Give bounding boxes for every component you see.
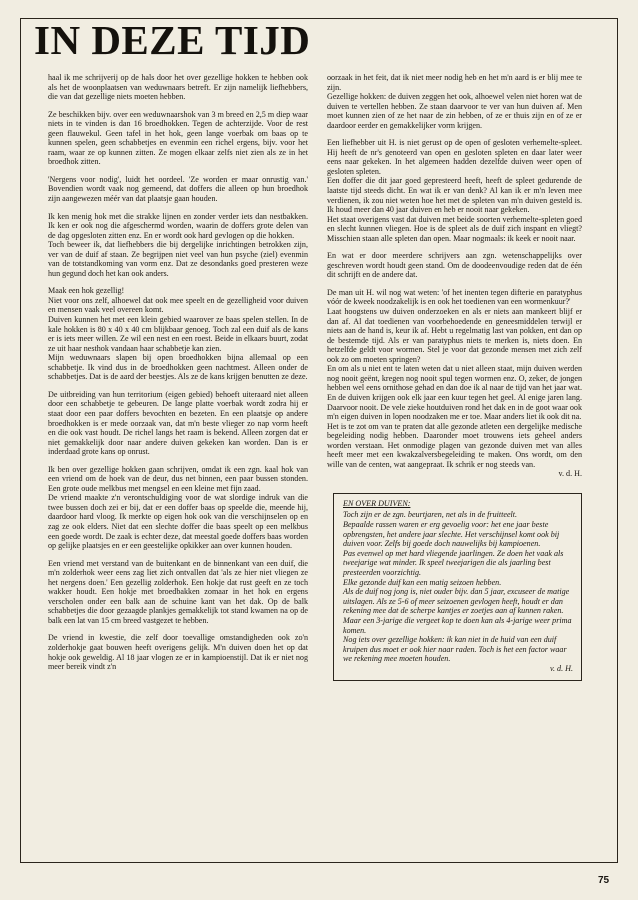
left-column — [48, 73, 308, 680]
paragraph: De man uit H. wil nog wat weten: 'of het inenten tegen difterie en paratyphus vóór de kweek noodzakelijk is en ook het toedienen van een wormenkuur?' — [327, 287, 582, 307]
paragraph: Het is te zot om van te praten dat alle gezonde atleten een dergelijke medische begeleiding nodig hebben. Daaronder moet trouwens iets geheel anders worden verstaan. Het onmodige plagen van gezonde duiven met van alles heeft meer met een kwakzalversbegeleiding te maken. Ons wordt, om den wille van de centen, wat aangepraat. Ik schrik er nog steeds van. — [327, 421, 582, 469]
box-line: Als de duif nog jong is, niet ouder bijv. dan 5 jaar, excuseer de matige uitslagen. Als ze 5-6 of meer seizoenen gevlogen heeft, houdt er dan rekening mee dat de scherpe kantjes er zoetjes aan af kunnen raken. — [343, 587, 570, 616]
paragraph: En om als u niet ent te laten weten dat u niet alleen staat, mijn duiven werden nog nooit geënt, kregen nog nooit spul tegen wormen enz. O, zeker, de jongen hebben wel eens ornithose gehad en dan doe ik al naar de tijd van het jaar wat. En de duiven krijgen ook elk jaar een kuur tegen het geel. Al enige jaren lang. Daarvoor nooit. De vele zieke houtduiven rond het dak en in de goot waar ook m'n eigen duiven in lopen noodzaken me er toe. Maar anders liet ik ook dit na. — [327, 364, 582, 422]
subheading: Maak een hok gezellig! — [48, 286, 125, 296]
paragraph: Ze beschikken bijv. over een weduwnaarshok van 3 m breed en 2,5 m diep waar niets in te vinden is dan 16 broedhokken. Tegen de achterzijde. Voor de rest geen flauwekul. Geen tafel in het hok, geen lange voerbak om baas op te kunnen spelen, geen schabbetjes en evenmin een richel ergens, bijv. voor het raam, waar ze op kunnen zitten. Ze mogen elkaar zelfs niet zien als ze in het broedhok zitten. — [48, 109, 308, 167]
paragraph: Ik ben over gezellige hokken gaan schrijven, omdat ik een zgn. kaal hok van een vriend om de hoek van de deur, dus net binnen, een paar bussen stonden. Een grote oude melkbus met mengsel en een kleine met fijn zaad. — [48, 464, 308, 493]
paragraph: oorzaak in het feit, dat ik niet meer nodig heb en het m'n aard is er blij mee te zijn. — [327, 73, 582, 92]
right-column — [327, 73, 582, 681]
box-line: Bepaalde rassen waren er erg gevoelig voor: het ene jaar beste opbrengsten, het andere jaar slechte. Het verschijnsel komt ook bij duiven voor. Zelfs bij goede doch nauwelijks bij kampioenen. — [343, 520, 560, 549]
box-line: Toch zijn er de zgn. beurtjaren, net als in de fruitteelt. — [343, 510, 518, 520]
paragraph: 'Nergens voor nodig', luidt het oordeel. 'Ze worden er maar onrustig van.' Bovendien wordt vaak nog gemeend, dat doffers die alleen op hun broedhok zijn aangewezen méér van dat plaatsje gaan houden. — [48, 174, 308, 204]
paragraph: En wat er door meerdere schrijvers aan zgn. wetenschappelijks over geschreven wordt houdt geen stand. Om de doodeenvoudige reden dat de één dit schrijft en de andere dat. — [327, 251, 582, 280]
sidebar-box — [333, 493, 582, 681]
paragraph: Toch beweer ik, dat liefhebbers die bij dergelijke inrichtingen betrokken zijn, ver van de duif af staan. Ze begrijpen niet veel van hun psyche (ziel) evenmin van de totstandkoming van vorm enz. Dat ze desondanks goed presteren weze hun gegund doch het kan ook anders. — [48, 240, 308, 278]
author-signature: v. d. H. — [558, 469, 582, 479]
paragraph: De vriend maakte z'n verontschuldiging voor de wat slordige indruk van die twee bussen doch zei er bij, dat er een doffer baas op speelde die, meende hij, daardoor hard vloog. Ik merkte op eigen hok ook van die verschijnselen op en zag ze ook elders. Niet dat een slechte doffer die baas speelt op een melkbus een goede wordt. De zaak is echter deze, dat meestal goede doffers baas worden op gelijke plaatsjes en er een geestelijke opkikker aan over kunnen houden. — [48, 493, 308, 551]
box-line: Maar een 3-jarige die vergeet kop te doen kan als 4-jarige weer prima komen. — [343, 616, 572, 635]
paragraph: Mijn weduwnaars slapen bij open broedhokken bijna allemaal op een schabbetje. Ik vind dus in de broedhokken geen nachtmest. Alleen onder de schabbetjes. Dat is de aard der beestjes. Als ze de kans krijgen benutten ze deze. — [48, 353, 308, 382]
box-line: Nog iets over gezellige hokken: ik kan niet in de huid van een duif kruipen dus moet er ook hier naar raden. Toch is het een factor waar we rekening mee moeten houden. — [343, 635, 567, 664]
box-line: Elke gezonde duif kan een matig seizoen hebben. — [343, 577, 502, 587]
box-line: Pas evenwel op met hard vliegende jaarlingen. Ze doen het vaak als tweejarige wat minder. Ik speel tweejarigen die als jaarling best presteerden voorzichtig. — [343, 548, 564, 578]
box-signature: v. d. H. — [549, 663, 573, 673]
paragraph: De uitbreiding van hun territorium (eigen gebied) behoeft uiteraard niet alleen door een schabbetje te gebeuren. De lange platte voerbak wordt zodra hij er staat door een paar doffers bevochten en bezeten. En een plaatsje op andere broedhokken is er mede oorzaak van, dat m'n beste vlieger zo nap vorm heeft en die ook vast houdt. De richel langs het raam is bekend. Alleen zorgen dat er niet gemakkelijk door naar andere duiven gekeken kan worden. Dan is er inderdaad grote kans op onrust. — [48, 389, 308, 457]
paragraph: Gezellige hokken: de duiven zeggen het ook, alhoewel velen niet horen wat de duiven te vertellen hebben. Ze staan daarvoor te ver van hun duiven af. Men moet kunnen zien of ze het naar de zin hebben, of ze er thuis zijn en of ze er daardoor eerder en gemakkelijker vorm krijgen. — [327, 92, 582, 130]
paragraph: Ik ken menig hok met die strakke lijnen en zonder verder iets dan nestbakken. Ik ken er ook nog die afgeschermd worden, waarin de doffers grote delen van de dag opgesloten zitten enz. En er wordt ook hard gevlogen op die hokken. — [48, 211, 308, 240]
paragraph: Een doffer die dit jaar goed gepresteerd heeft, heeft de spleet gedurende de laatste tijd steeds dicht. En wat ik er van denk? Al kan ik er m'n leven mee verdienen, ik zou niet weten hoe het met de spleten van m'n duiven gesteld is. Ik houd meer dan 40 jaar duiven en heb er nooit naar gekeken. — [327, 176, 582, 215]
paragraph: Een vriend met verstand van de buitenkant en de binnenkant van een duif, die m'n zolderhok weer eens zag liet zich ontvallen dat 'als ze hier niet vliegen ze het nergens doen.' Een gezellig zolderhok. Een hokje dat rust geeft en ze toch wakker houdt. Een hokje met broedbakken zomaar in het hok en ergens verscholen onder een balk aan de schuine kant van het dak. Op de balk schabbetjes die door gezaagde plankjes gemakkelijk tot stand kwamen na op de balk een lat van 15 cm breed vastgezet te hebben. — [48, 558, 308, 625]
box-heading: EN OVER DUIVEN: — [343, 498, 411, 508]
paragraph: Duiven kunnen het met een klein gebied waarover ze baas spelen stellen. In de kale hokken is 80 x 40 x 40 cm blijkbaar genoeg. Toch zal een duif als de kans er is iets meer willen. Ze wil een nest en een roest. Beide in elkaars buurt, zodat ze uit haar nesthok vandaan haar schabbetje kan zien. — [48, 315, 308, 353]
paragraph: haal ik me schrijverij op de hals door het over gezellige hokken te hebben ook als het de woonplaatsen van weduwnaars betreft. Er zijn namelijk liefhebbers, die van dat gezellige niets moeten hebben. — [48, 73, 308, 102]
paragraph: Het staat overigens vast dat duiven met beide soorten verhemelte-spleten goed en slecht kunnen vliegen. Hoe is de spleet als de duif zich inspant en vliegt? Misschien staan alle spleten dan open. Maar nogmaals: ik keek er nooit naar. — [327, 214, 582, 243]
page-number: 75 — [598, 875, 610, 886]
paragraph: De vriend in kwestie, die zelf door toevallige omstandigheden ook zo'n zolderhokje gaat bouwen heeft overigens gelijk. M'n duiven doen het op dat hokje ook geweldig. Al 18 jaar vlogen ze er in kampioenstijl. Dat ik er niet nog meer bereik vindt z'n — [48, 633, 308, 672]
paragraph: Niet voor ons zelf, alhoewel dat ook mee speelt en de gezelligheid voor duiven en mensen vaak veel overeen komt. — [48, 295, 308, 315]
page-title: IN DEZE TIJD — [32, 20, 316, 61]
paragraph: Een liefhebber uit H. is niet gerust op de open of gesloten verhemelte-spleet. Hij heeft de nr's genoteerd van open en gesloten spleten en daar later weer eens naar gekeken. In het algemeen hadden dezelfde duiven weer open of gesloten spleten. — [327, 138, 582, 176]
paragraph: Laat hoogstens uw duiven onderzoeken en als er niets aan mankeert blijf er dan af. Al dat toedienen van voorbehoedende en geneesmiddelen terwijl er niets aan de hand is, keur ik af. Hebt u regelmatig last van pokken, ent dan op de bestemde tijd. Als er van paratyphus niets te merken is, niets doen. En hetzelfde geldt voor wormen. Stel je voor dat gezonde mensen met zich zelf ook zo om moeten springen? — [327, 307, 582, 364]
